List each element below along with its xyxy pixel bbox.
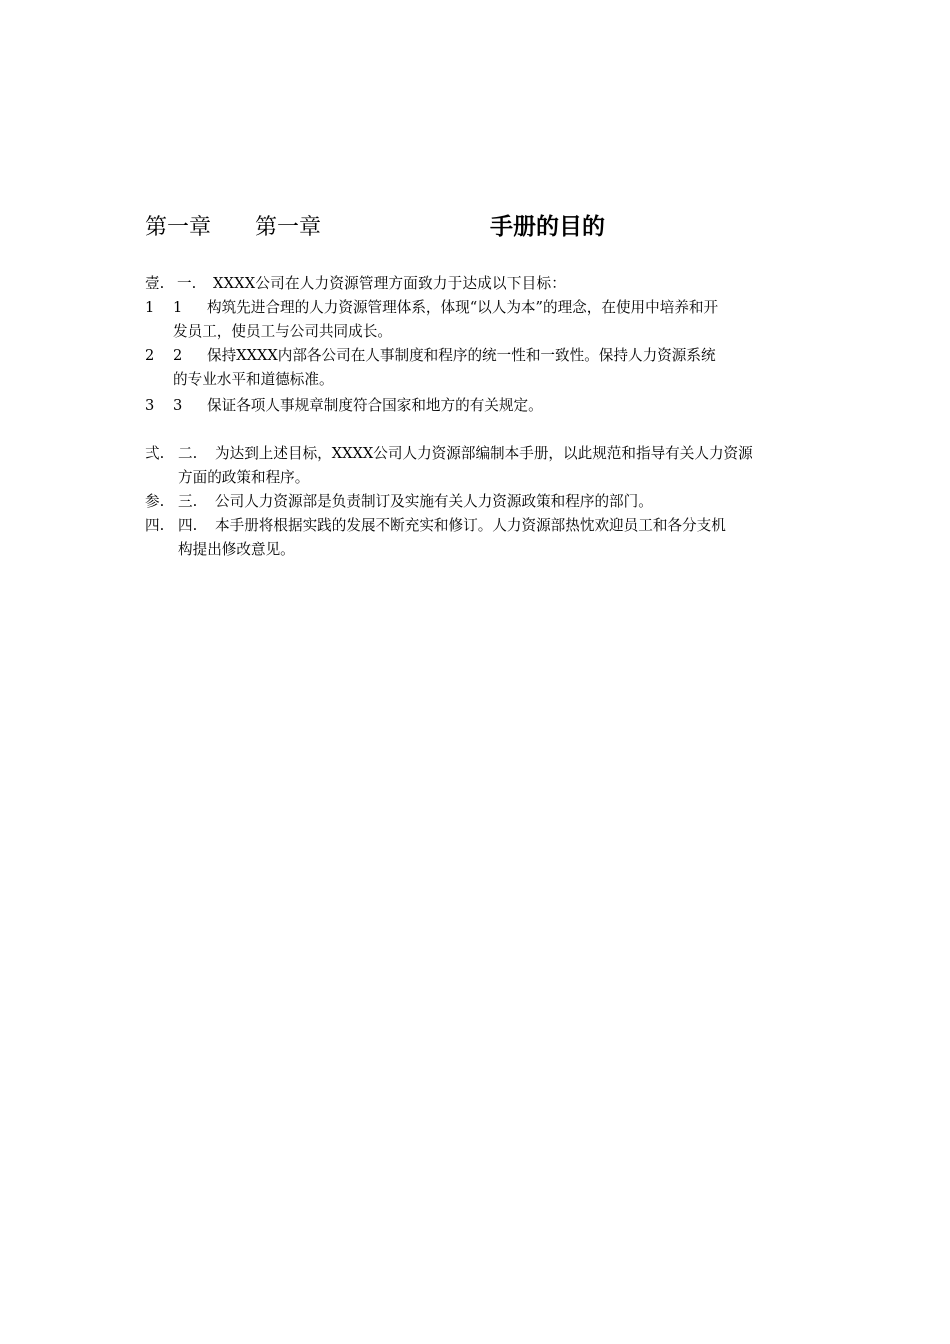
list-item-1-label-secondary: 1 (173, 299, 183, 316)
list-item-2-line-2: 的专业水平和道德标准。 (173, 371, 334, 388)
section-1-text: XXXX公司在人力资源管理方面致力于达成以下目标： (213, 275, 567, 292)
section-1-text-block (145, 272, 810, 296)
chapter-heading (145, 208, 815, 244)
section-4-label-secondary: 四. (178, 517, 198, 534)
section-3-label-secondary: 三. (178, 493, 198, 510)
section-2-line-2: 方面的政策和程序。 (178, 469, 310, 486)
section-2-label-secondary: 二. (178, 445, 198, 462)
section-2-text (145, 442, 810, 490)
section-3-line-1: 公司人力资源部是负责制订及实施有关人力资源政策和程序的部门。 (215, 493, 653, 510)
list-item-3-line-1: 保证各项人事规章制度符合国家和地方的有关规定。 (207, 397, 543, 414)
list-item-1-line-1: 构筑先进合理的人力资源管理体系，体现“以人为本”的理念，在使用中培养和开 (207, 299, 719, 316)
chapter-number-secondary: 第一章 (255, 215, 322, 240)
section-3 (145, 490, 810, 514)
chapter-title: 手册的目的 (490, 214, 605, 240)
list-item-1-line-2: 发员工，使员工与公司共同成长。 (173, 323, 392, 340)
list-item-1-text (145, 296, 810, 344)
list-item-3-label-primary: 3 (145, 397, 155, 414)
section-4 (145, 514, 810, 562)
section-4-line-2: 构提出修改意见。 (178, 541, 295, 558)
list-item-2-line-1: 保持XXXX内部各公司在人事制度和程序的统一性和一致性。保持人力资源系统 (207, 347, 716, 364)
section-1-label-primary: 壹. (145, 275, 165, 292)
section-1-label-secondary: 一. (177, 275, 197, 292)
section-2 (145, 442, 810, 490)
list-item-2-label-primary: 2 (145, 347, 155, 364)
list-item-1 (145, 296, 810, 344)
section-1 (145, 272, 810, 296)
list-item-2-label-secondary: 2 (173, 347, 183, 364)
section-3-text (145, 490, 810, 514)
section-2-label-primary: 弍. (145, 445, 165, 462)
list-item-3-text (145, 394, 810, 418)
list-item-3-label-secondary: 3 (173, 397, 183, 414)
list-item-3 (145, 394, 810, 418)
chapter-number-primary: 第一章 (145, 215, 212, 240)
section-4-label-primary: 四. (145, 517, 165, 534)
list-item-2-text (145, 344, 810, 392)
section-2-line-1: 为达到上述目标，XXXX公司人力资源部编制本手册，以此规范和指导有关人力资源 (215, 445, 753, 462)
list-item-1-label-primary: 1 (145, 299, 155, 316)
section-4-line-1: 本手册将根据实践的发展不断充实和修订。人力资源部热忱欢迎员工和各分支机 (215, 517, 726, 534)
section-4-text (145, 514, 810, 562)
list-item-2 (145, 344, 810, 392)
section-3-label-primary: 参. (145, 493, 165, 510)
